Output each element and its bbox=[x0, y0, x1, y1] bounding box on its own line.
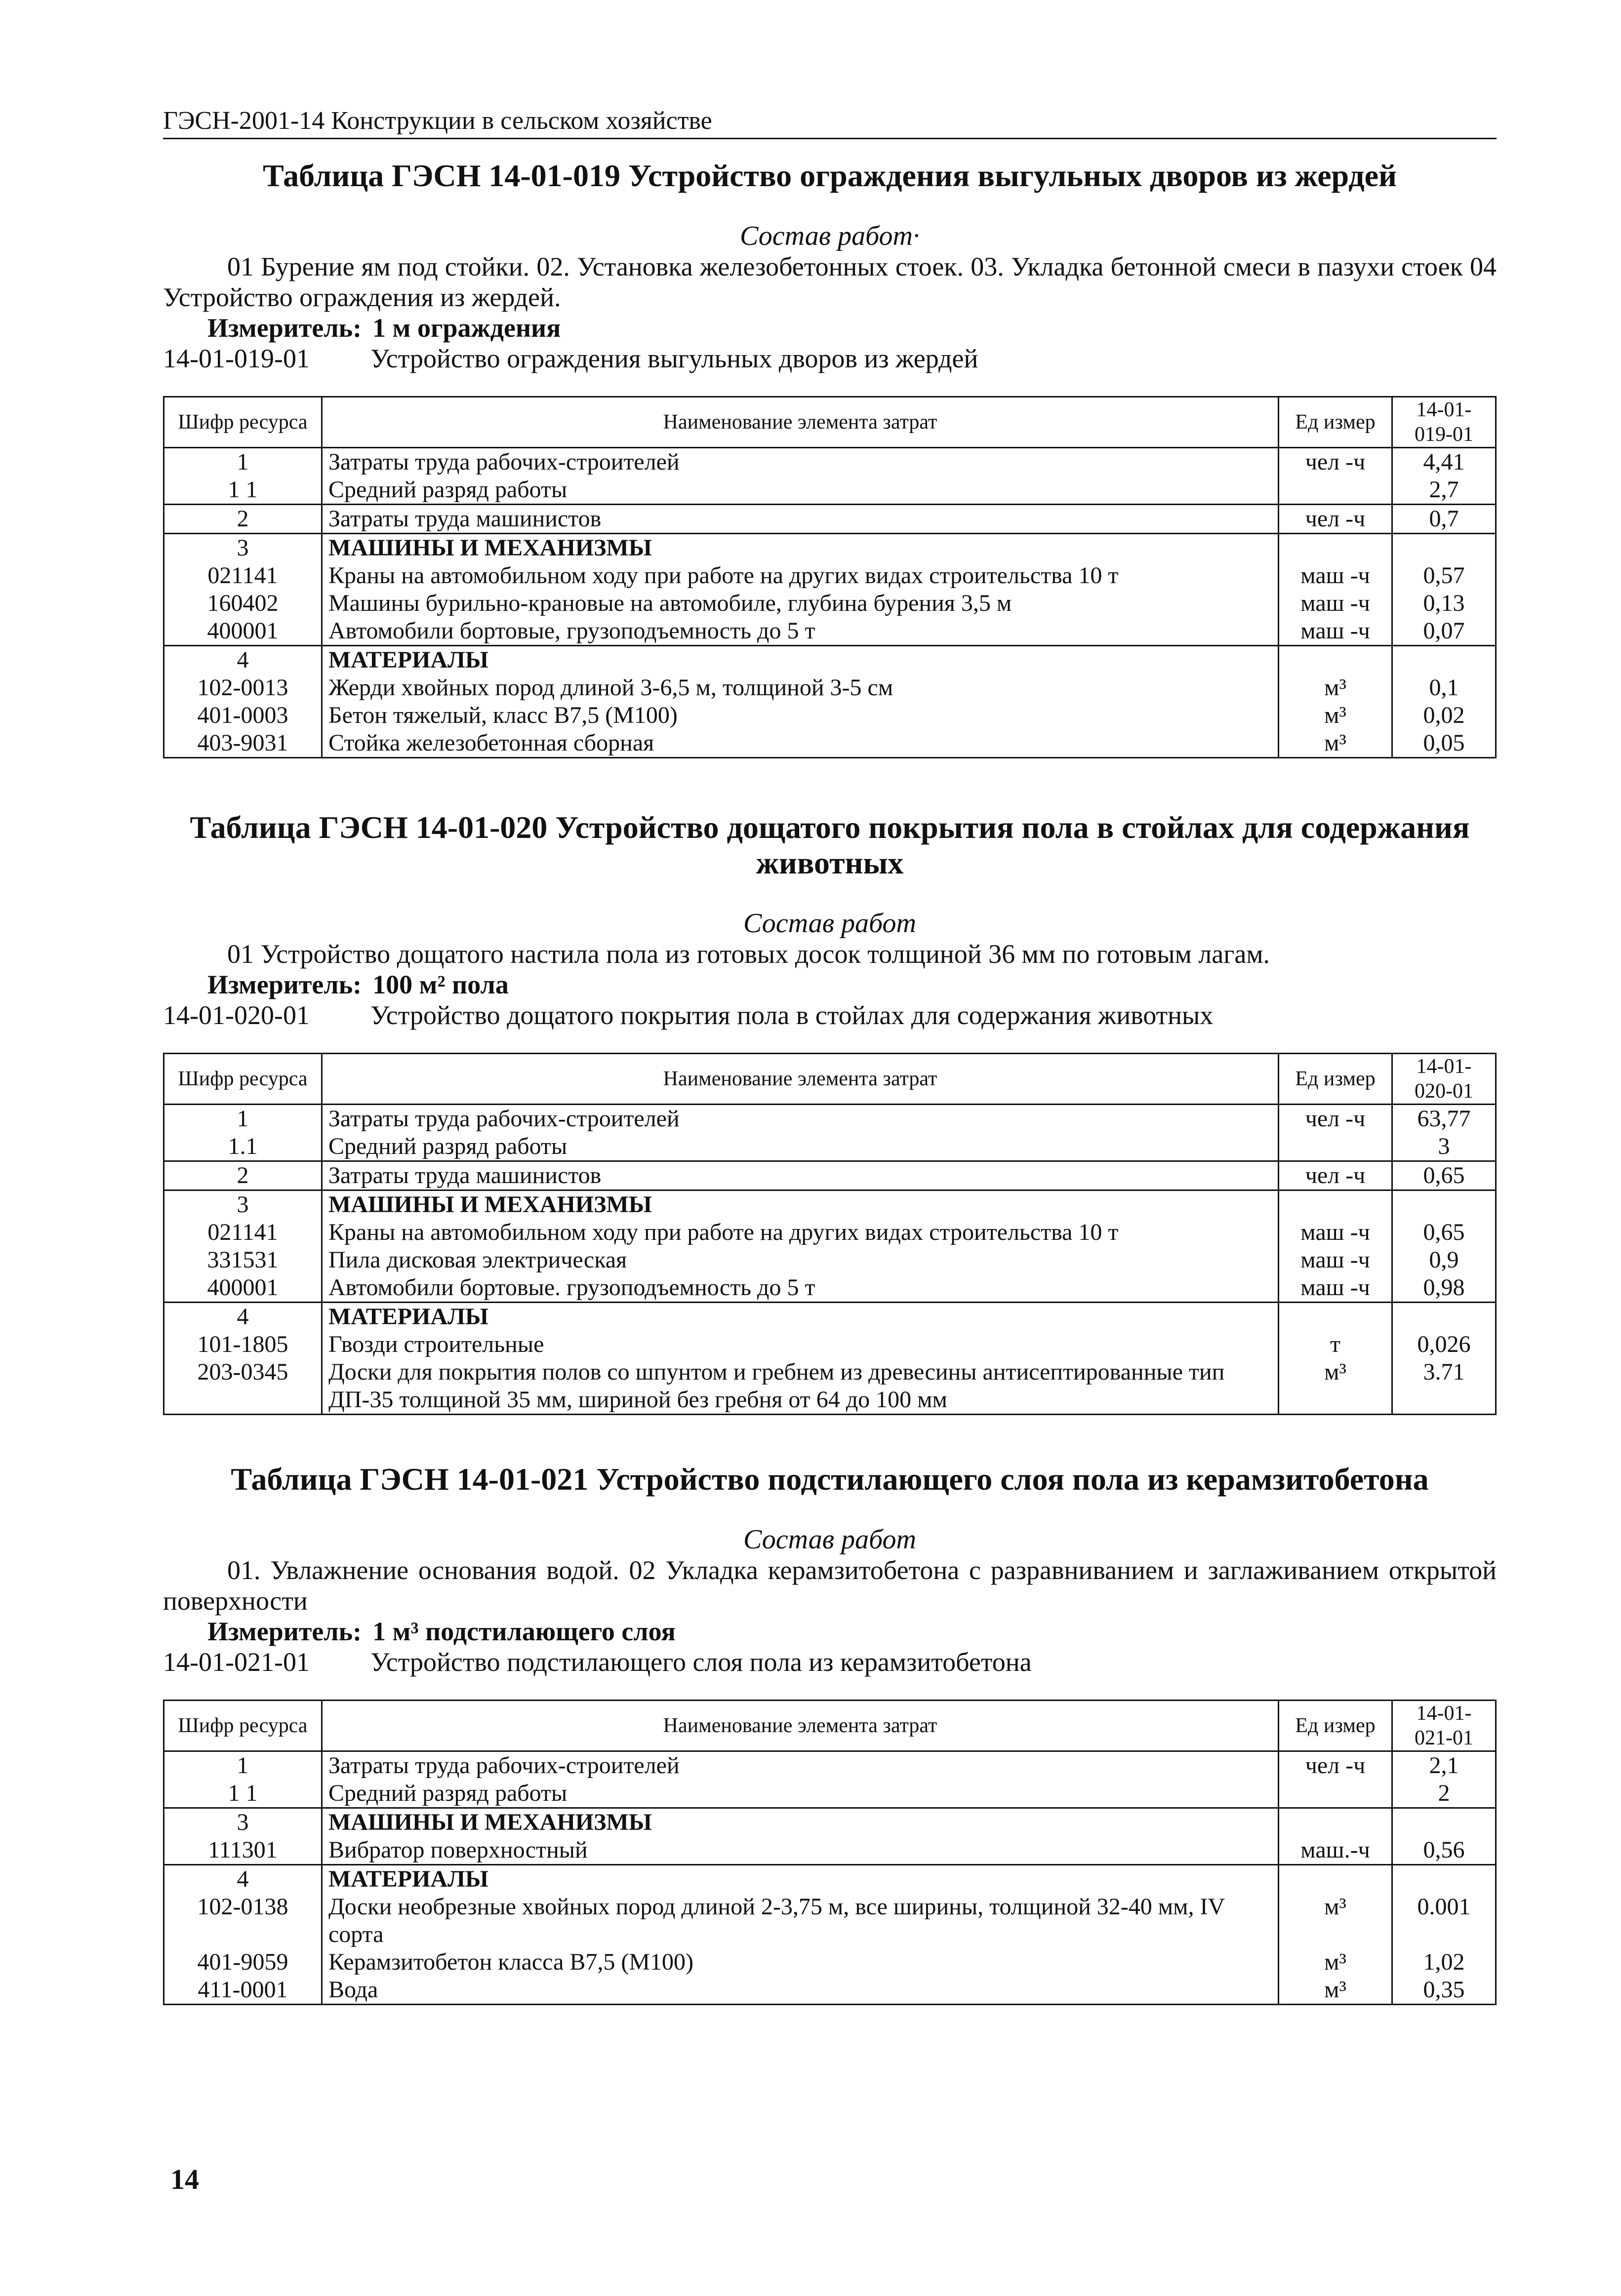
group-heading: МАТЕРИАЛЫ bbox=[322, 1303, 1279, 1331]
cell-code: 400001 bbox=[164, 617, 322, 646]
cell-value: 2,7 bbox=[1392, 476, 1496, 505]
table-row bbox=[164, 534, 1496, 562]
cell-name: Автомобили бортовые. грузоподъемность до 5 т bbox=[322, 1274, 1279, 1303]
cell-value bbox=[1392, 646, 1496, 674]
cell-code: 1 bbox=[164, 1751, 322, 1780]
cell-name: Керамзитобетон класса В7,5 (М100) bbox=[322, 1948, 1279, 1976]
cell-name: Доски для покрытия полов со шпунтом и гребнем из древесины антисептированные тип ДП-35 толщиной 35 мм, шириной без гребня от 64 до 100 мм bbox=[322, 1358, 1279, 1415]
cell-value: 0,026 bbox=[1392, 1331, 1496, 1358]
cell-value bbox=[1392, 1190, 1496, 1219]
cell-unit: м³ bbox=[1279, 674, 1392, 702]
table-row bbox=[164, 1105, 1496, 1133]
resource-table bbox=[163, 1700, 1497, 2005]
table-row bbox=[164, 1358, 1496, 1415]
table-row bbox=[164, 1836, 1496, 1865]
table-row bbox=[164, 505, 1496, 534]
cell-unit bbox=[1279, 1303, 1392, 1331]
table-row bbox=[164, 1948, 1496, 1976]
measure-label: Измеритель: bbox=[207, 970, 362, 999]
cell-unit bbox=[1279, 534, 1392, 562]
cell-code: 4 bbox=[164, 1303, 322, 1331]
cell-value: 0,56 bbox=[1392, 1836, 1496, 1865]
cell-unit: м³ bbox=[1279, 1358, 1392, 1415]
cell-code: 1 1 bbox=[164, 1780, 322, 1808]
cell-unit bbox=[1279, 646, 1392, 674]
table-title: Таблица ГЭСН 14-01-021 Устройство подстилающего слоя пола из керамзитобетона bbox=[231, 1462, 1429, 1497]
cell-unit: т bbox=[1279, 1331, 1392, 1358]
cell-name: Вода bbox=[322, 1976, 1279, 2005]
table-title: Таблица ГЭСН 14-01-020 Устройство дощатого покрытия пола в стойлах для содержания животных bbox=[190, 810, 1470, 880]
col-header-value: 14-01-019-01 bbox=[1392, 397, 1496, 448]
composition-text: 01. Увлажнение основания водой. 02 Укладка керамзитобетона с разравниванием и заглаживанием открытой поверхности bbox=[163, 1555, 1497, 1616]
cell-value: 2 bbox=[1392, 1780, 1496, 1808]
table-row bbox=[164, 617, 1496, 646]
cell-value: 3.71 bbox=[1392, 1358, 1496, 1415]
measure-line bbox=[207, 313, 1497, 343]
cell-value: 0,57 bbox=[1392, 562, 1496, 590]
cell-code: 400001 bbox=[164, 1274, 322, 1303]
table-row bbox=[164, 1331, 1496, 1358]
cell-value: 3 bbox=[1392, 1133, 1496, 1161]
cell-unit: маш -ч bbox=[1279, 617, 1392, 646]
cell-code: 1 bbox=[164, 1105, 322, 1133]
cell-unit: м³ bbox=[1279, 729, 1392, 758]
cell-code: 021141 bbox=[164, 562, 322, 590]
composition-text: 01 Бурение ям под стойки. 02. Установка железобетонных стоек. 03. Укладка бетонной смеси в пазухи стоек 04 Устройство ограждения из жердей. bbox=[163, 252, 1497, 312]
measure-value: 1 м³ подстилающего слоя bbox=[372, 1617, 676, 1646]
group-heading: МАШИНЫ И МЕХАНИЗМЫ bbox=[322, 1190, 1279, 1219]
cell-code: 3 bbox=[164, 534, 322, 562]
col-header-unit: Ед измер bbox=[1279, 1701, 1392, 1751]
cell-code: 411-0001 bbox=[164, 1976, 322, 2005]
composition-title: Состав работ bbox=[743, 1524, 916, 1555]
cell-value: 0,65 bbox=[1392, 1219, 1496, 1246]
cell-code: 102-0138 bbox=[164, 1893, 322, 1948]
col-header-name: Наименование элемента затрат bbox=[322, 397, 1279, 448]
table-row bbox=[164, 1976, 1496, 2005]
cell-unit bbox=[1279, 476, 1392, 505]
table-row bbox=[164, 1303, 1496, 1331]
col-header-value: 14-01-020-01 bbox=[1392, 1054, 1496, 1105]
cell-code: 3 bbox=[164, 1808, 322, 1837]
table-header-row bbox=[164, 1054, 1496, 1105]
cell-name: Пила дисковая электрическая bbox=[322, 1246, 1279, 1274]
col-header-code: Шифр ресурса bbox=[164, 1054, 322, 1105]
table-row bbox=[164, 646, 1496, 674]
cell-code: 021141 bbox=[164, 1219, 322, 1246]
col-header-unit: Ед измер bbox=[1279, 397, 1392, 448]
table-row bbox=[164, 562, 1496, 590]
table-title: Таблица ГЭСН 14-01-019 Устройство ограждения выгульных дворов из жердей bbox=[263, 158, 1397, 193]
cell-value bbox=[1392, 1303, 1496, 1331]
cell-unit: м³ bbox=[1279, 1976, 1392, 2005]
cell-unit bbox=[1279, 1133, 1392, 1161]
cell-name: Бетон тяжелый, класс В7,5 (М100) bbox=[322, 702, 1279, 729]
cell-unit: чел -ч bbox=[1279, 1105, 1392, 1133]
cell-unit bbox=[1279, 1808, 1392, 1837]
cell-code: 102-0013 bbox=[164, 674, 322, 702]
cell-name: Средний разряд работы bbox=[322, 1780, 1279, 1808]
cell-unit: маш -ч bbox=[1279, 562, 1392, 590]
table-row bbox=[164, 590, 1496, 617]
cell-value: 0,35 bbox=[1392, 1976, 1496, 2005]
cell-code: 160402 bbox=[164, 590, 322, 617]
cell-value bbox=[1392, 1808, 1496, 1837]
running-header: ГЭСН-2001-14 Конструкции в сельском хозяйстве bbox=[163, 106, 1497, 139]
cell-name: Затраты труда рабочих-строителей bbox=[322, 1751, 1279, 1780]
cell-value: 0.001 bbox=[1392, 1893, 1496, 1948]
cell-unit: м³ bbox=[1279, 702, 1392, 729]
norm-code: 14-01-021-01 bbox=[163, 1647, 310, 1677]
cell-value: 0,13 bbox=[1392, 590, 1496, 617]
measure-line bbox=[207, 969, 1497, 1000]
table-row bbox=[164, 1133, 1496, 1161]
cell-value: 0,1 bbox=[1392, 674, 1496, 702]
measure-label: Измеритель: bbox=[207, 313, 362, 343]
table-row bbox=[164, 729, 1496, 758]
table-row bbox=[164, 1161, 1496, 1190]
cell-value: 4,41 bbox=[1392, 448, 1496, 476]
cell-value: 63,77 bbox=[1392, 1105, 1496, 1133]
cell-name: Затраты труда рабочих-строителей bbox=[322, 448, 1279, 476]
cell-value: 0,02 bbox=[1392, 702, 1496, 729]
resource-table bbox=[163, 1053, 1497, 1415]
table-row bbox=[164, 448, 1496, 476]
col-header-value: 14-01-021-01 bbox=[1392, 1701, 1496, 1751]
cell-name: Гвозди строительные bbox=[322, 1331, 1279, 1358]
cell-name: Доски необрезные хвойных пород длиной 2-3,75 м, все ширины, толщиной 32-40 мм, IV сорта bbox=[322, 1893, 1279, 1948]
cell-unit: маш -ч bbox=[1279, 1246, 1392, 1274]
norm-name: Устройство дощатого покрытия пола в стойлах для содержания животных bbox=[370, 1000, 1214, 1030]
page-number: 14 bbox=[170, 2163, 199, 2195]
cell-unit: м³ bbox=[1279, 1948, 1392, 1976]
composition-title: Состав работ bbox=[743, 908, 916, 939]
col-header-unit: Ед измер bbox=[1279, 1054, 1392, 1105]
cell-code: 1 1 bbox=[164, 476, 322, 505]
resource-table bbox=[163, 396, 1497, 758]
norm-line bbox=[163, 1000, 1497, 1030]
cell-name: Средний разряд работы bbox=[322, 1133, 1279, 1161]
table-header-row bbox=[164, 1701, 1496, 1751]
measure-label: Измеритель: bbox=[207, 1617, 362, 1646]
cell-name: Вибратор поверхностный bbox=[322, 1836, 1279, 1865]
cell-code: 3 bbox=[164, 1190, 322, 1219]
norm-section-020 bbox=[163, 810, 1497, 1415]
norm-line bbox=[163, 1647, 1497, 1677]
cell-unit bbox=[1279, 1865, 1392, 1894]
measure-value: 1 м ограждения bbox=[372, 313, 561, 343]
norm-section-021 bbox=[163, 1462, 1497, 2005]
table-row bbox=[164, 1190, 1496, 1219]
cell-unit: чел -ч bbox=[1279, 505, 1392, 534]
group-heading: МАШИНЫ И МЕХАНИЗМЫ bbox=[322, 1808, 1279, 1837]
cell-unit: чел -ч bbox=[1279, 1161, 1392, 1190]
cell-name: Средний разряд работы bbox=[322, 476, 1279, 505]
col-header-name: Наименование элемента затрат bbox=[322, 1701, 1279, 1751]
col-header-code: Шифр ресурса bbox=[164, 397, 322, 448]
cell-value: 0,98 bbox=[1392, 1274, 1496, 1303]
cell-code: 4 bbox=[164, 1865, 322, 1894]
measure-line bbox=[207, 1616, 1497, 1647]
composition-text: 01 Устройство дощатого настила пола из готовых досок толщиной 36 мм по готовым лагам. bbox=[227, 939, 1270, 969]
cell-code: 4 bbox=[164, 646, 322, 674]
cell-value: 0,65 bbox=[1392, 1161, 1496, 1190]
norm-code: 14-01-019-01 bbox=[163, 344, 310, 373]
norm-name: Устройство ограждения выгульных дворов из жердей bbox=[370, 344, 978, 373]
cell-unit: м³ bbox=[1279, 1893, 1392, 1948]
group-heading: МАТЕРИАЛЫ bbox=[322, 646, 1279, 674]
cell-code: 401-0003 bbox=[164, 702, 322, 729]
table-row bbox=[164, 1865, 1496, 1894]
table-row bbox=[164, 476, 1496, 505]
cell-value bbox=[1392, 1865, 1496, 1894]
cell-code: 1 bbox=[164, 448, 322, 476]
table-row bbox=[164, 674, 1496, 702]
cell-code: 401-9059 bbox=[164, 1948, 322, 1976]
cell-value: 1,02 bbox=[1392, 1948, 1496, 1976]
cell-name: Затраты труда рабочих-строителей bbox=[322, 1105, 1279, 1133]
cell-value: 2,1 bbox=[1392, 1751, 1496, 1780]
cell-code: 203-0345 bbox=[164, 1358, 322, 1415]
cell-code: 2 bbox=[164, 505, 322, 534]
cell-code: 2 bbox=[164, 1161, 322, 1190]
cell-unit: маш -ч bbox=[1279, 1274, 1392, 1303]
cell-unit: чел -ч bbox=[1279, 448, 1392, 476]
norm-code: 14-01-020-01 bbox=[163, 1000, 310, 1030]
cell-unit: маш -ч bbox=[1279, 590, 1392, 617]
col-header-code: Шифр ресурса bbox=[164, 1701, 322, 1751]
cell-name: Автомобили бортовые, грузоподъемность до 5 т bbox=[322, 617, 1279, 646]
cell-value: 0,9 bbox=[1392, 1246, 1496, 1274]
cell-code: 331531 bbox=[164, 1246, 322, 1274]
table-row bbox=[164, 1808, 1496, 1837]
table-row bbox=[164, 1893, 1496, 1948]
cell-value: 0,7 bbox=[1392, 505, 1496, 534]
table-row bbox=[164, 1751, 1496, 1780]
cell-code: 1.1 bbox=[164, 1133, 322, 1161]
table-row bbox=[164, 1246, 1496, 1274]
cell-value: 0,05 bbox=[1392, 729, 1496, 758]
table-header-row bbox=[164, 397, 1496, 448]
cell-name: Краны на автомобильном ходу при работе на других видах строительства 10 т bbox=[322, 562, 1279, 590]
composition-title: Состав работ· bbox=[740, 221, 920, 251]
table-row bbox=[164, 702, 1496, 729]
cell-name: Жерди хвойных пород длиной 3-6,5 м, толщиной 3-5 см bbox=[322, 674, 1279, 702]
cell-code: 403-9031 bbox=[164, 729, 322, 758]
cell-unit: маш.-ч bbox=[1279, 1836, 1392, 1865]
cell-name: Затраты труда машинистов bbox=[322, 505, 1279, 534]
cell-unit bbox=[1279, 1780, 1392, 1808]
table-row bbox=[164, 1274, 1496, 1303]
group-heading: МАШИНЫ И МЕХАНИЗМЫ bbox=[322, 534, 1279, 562]
cell-name: Стойка железобетонная сборная bbox=[322, 729, 1279, 758]
table-row bbox=[164, 1780, 1496, 1808]
measure-value: 100 м² пола bbox=[372, 970, 509, 999]
norm-section-019 bbox=[163, 158, 1497, 758]
norm-line bbox=[163, 343, 1497, 374]
norm-name: Устройство подстилающего слоя пола из керамзитобетона bbox=[370, 1647, 1032, 1677]
cell-value: 0,07 bbox=[1392, 617, 1496, 646]
cell-unit: чел -ч bbox=[1279, 1751, 1392, 1780]
cell-name: Машины бурильно-крановые на автомобиле, глубина бурения 3,5 м bbox=[322, 590, 1279, 617]
table-row bbox=[164, 1219, 1496, 1246]
cell-code: 111301 bbox=[164, 1836, 322, 1865]
col-header-name: Наименование элемента затрат bbox=[322, 1054, 1279, 1105]
group-heading: МАТЕРИАЛЫ bbox=[322, 1865, 1279, 1894]
cell-unit bbox=[1279, 1190, 1392, 1219]
cell-code: 101-1805 bbox=[164, 1331, 322, 1358]
cell-value bbox=[1392, 534, 1496, 562]
cell-name: Краны на автомобильном ходу при работе на других видах строительства 10 т bbox=[322, 1219, 1279, 1246]
cell-unit: маш -ч bbox=[1279, 1219, 1392, 1246]
cell-name: Затраты труда машинистов bbox=[322, 1161, 1279, 1190]
